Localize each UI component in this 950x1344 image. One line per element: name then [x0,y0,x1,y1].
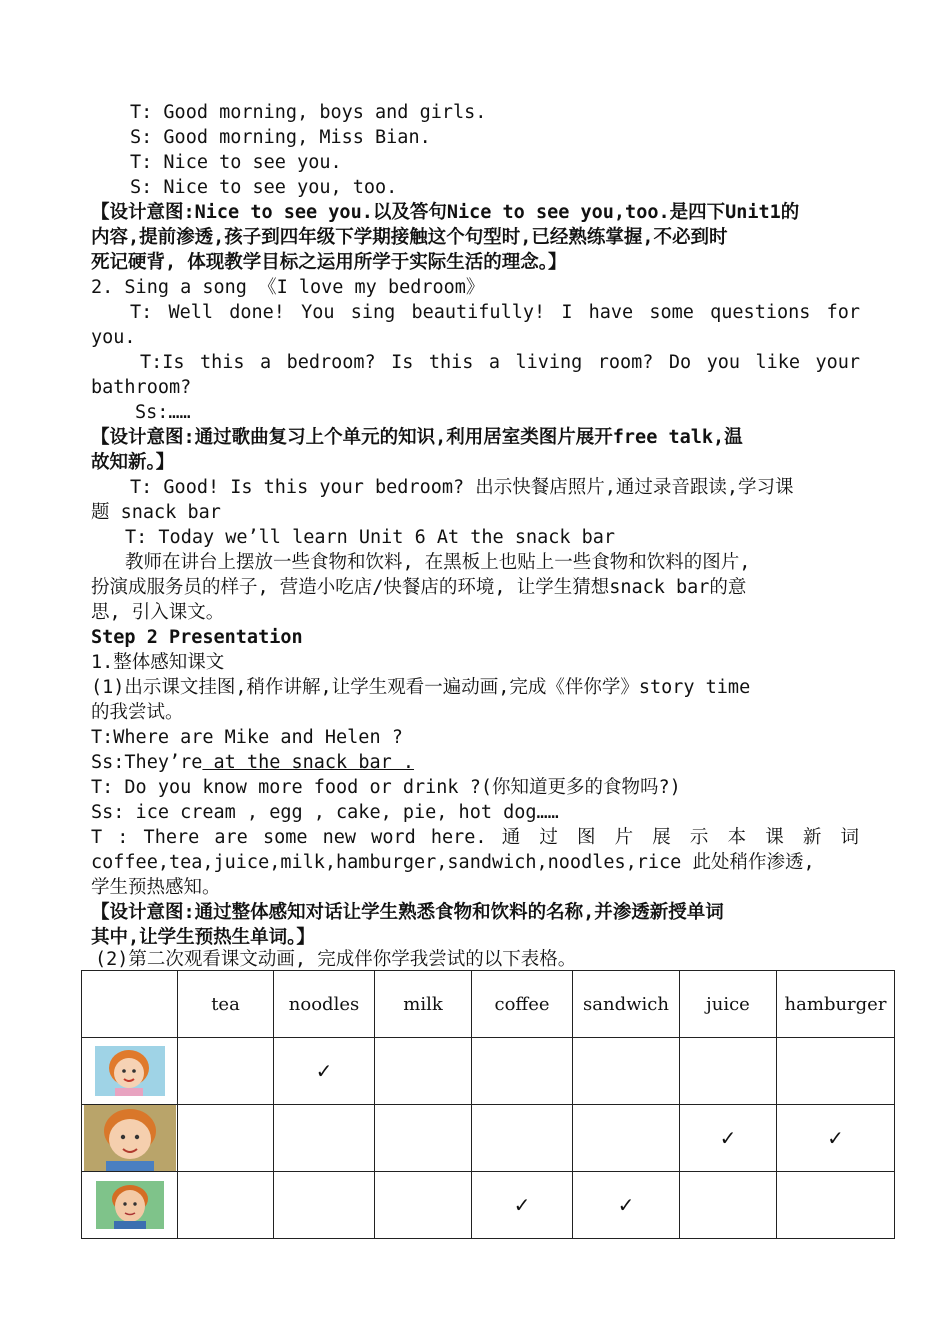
design-intent-note: 【设计意图:Nice to see you.以及答句Nice to see you,too.是四下Unit1的 [91,202,800,223]
dad-icon [96,1181,164,1229]
table-cell [777,1038,895,1105]
underlined-answer: at the snack bar . [202,752,415,773]
table-cell: ✓ [472,1172,573,1239]
header-cell: sandwich [573,971,680,1038]
table-cell [680,1172,777,1239]
header-cell: noodles [274,971,375,1038]
step-item: 2. Sing a song 《I love my bedroom》 [91,277,485,298]
dialogue-line: Ss:…… [135,402,191,423]
table-cell [178,1172,274,1239]
table-cell [573,1105,680,1172]
speaker-text: Ss:They’re [91,752,203,773]
dialogue-line: T:Is this a bedroom? Is this a living room? Do you like your [140,352,860,373]
paragraph-line: 的我尝试。 [91,702,184,723]
table-cell [777,1172,895,1239]
paragraph-line: coffee,tea,juice,milk,hamburger,sandwich,noodles,rice 此处稍作渗透, [91,852,815,873]
design-intent-note: 死记硬背, 体现教学目标之运用所学于实际生活的理念。】 [91,252,567,273]
dialogue-line: T: Nice to see you. [130,152,342,173]
dialogue-line: S: Nice to see you, too. [130,177,398,198]
table-cell [375,1172,472,1239]
table-cell [680,1038,777,1105]
paragraph-line: 思, 引入课文。 [91,602,225,623]
step-item: 1.整体感知课文 [91,652,225,673]
paragraph-line: 教师在讲台上摆放一些食物和饮料, 在黑板上也贴上一些食物和饮料的图片, [125,552,751,573]
paragraph-line: 学生预热感知。 [91,877,221,898]
dialogue-line: S: Good morning, Miss Bian. [130,127,431,148]
food-preference-table [81,970,895,1239]
dialogue-line: T: Good morning, boys and girls. [130,102,487,123]
header-cell: milk [375,971,472,1038]
table-cell [178,1038,274,1105]
dialogue-line: T: Do you know more food or drink ?(你知道更多的食物吗?) [91,777,681,798]
table-cell [178,1105,274,1172]
table-row [82,1172,895,1239]
table-cell [274,1172,375,1239]
paragraph-line: 扮演成服务员的样子, 营造小吃店/快餐店的环境, 让学生猜想snack bar的意 [91,577,747,598]
dialogue-line: T: Well done! You sing beautifully! I have some questions for [130,302,860,323]
dialogue-line: T:Where are Mike and Helen ? [91,727,403,748]
paragraph-line: (1)出示课文挂图,稍作讲解,让学生观看一遍动画,完成《伴你学》story time [91,677,751,698]
girl-helen-icon [95,1046,165,1096]
table-cell: ✓ [777,1105,895,1172]
table-cell [274,1105,375,1172]
avatar-cell [82,1105,178,1172]
dialogue-line: Ss: ice cream , egg , cake, pie, hot dog…… [91,802,559,823]
header-cell: juice [680,971,777,1038]
table-cell: ✓ [680,1105,777,1172]
design-intent-note: 内容,提前渗透,孩子到四年级下学期接触这个句型时,已经熟练掌握,不必到时 [91,227,728,248]
avatar-cell [82,1038,178,1105]
table-cell: ✓ [274,1038,375,1105]
table-cell [472,1038,573,1105]
header-cell: hamburger [777,971,895,1038]
table-cell: ✓ [573,1172,680,1239]
boy-mike-icon [84,1105,176,1171]
dialogue-line [91,750,861,775]
table-row [82,1038,895,1105]
table-cell [573,1038,680,1105]
table-header-row [82,971,895,1038]
design-intent-note: 其中,让学生预热生单词。】 [91,927,315,948]
design-intent-note: 【设计意图:通过歌曲复习上个单元的知识,利用居室类图片展开free talk,温 [91,427,743,448]
dialogue-line: bathroom? [91,377,192,398]
dialogue-line: T: Today we’ll learn Unit 6 At the snack bar [125,527,616,548]
table-row [82,1105,895,1172]
header-cell [82,971,178,1038]
header-cell: tea [178,971,274,1038]
dialogue-line: T: Good! Is this your bedroom? 出示快餐店照片,通过录音跟读,学习课 [130,477,794,498]
table-cell [375,1105,472,1172]
table-cell [472,1105,573,1172]
dialogue-line: 题 snack bar [91,502,221,523]
header-cell: coffee [472,971,573,1038]
design-intent-note: 故知新。】 [91,452,175,473]
dialogue-line: you. [91,327,136,348]
avatar-cell [82,1172,178,1239]
section-heading: Step 2 Presentation [91,627,303,648]
design-intent-note: 【设计意图:通过整体感知对话让学生熟悉食物和饮料的名称,并渗透新授单词 [91,902,724,923]
paragraph-line: (2)第二次观看课文动画, 完成伴你学我尝试的以下表格。 [95,949,577,970]
dialogue-line: T : There are some new word here. 通 过 图 片 展 示 本 课 新 词 [91,827,859,848]
table-cell [375,1038,472,1105]
